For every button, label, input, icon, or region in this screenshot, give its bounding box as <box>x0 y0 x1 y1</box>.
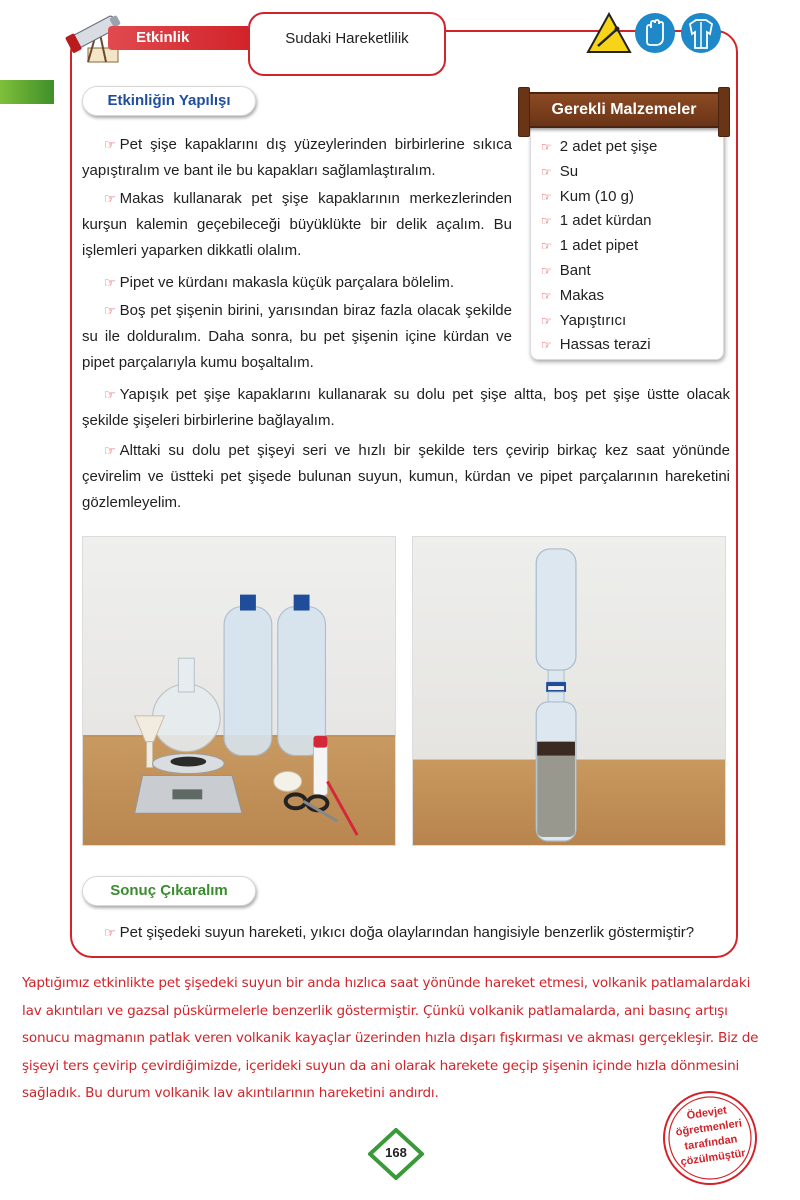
pointing-hand-icon: ☞ <box>104 443 116 458</box>
pointing-hand-icon: ☞ <box>104 303 116 318</box>
procedure-step: ☞ Yapışık pet şişe kapaklarını kullanarak su dolu pet şişe altta, boş pet şişe üstte olacak şekilde şişeleri birbirlerine bağlayalım. <box>82 386 730 429</box>
pointing-hand-icon: ☞ <box>541 164 552 179</box>
pointing-hand-icon: ☞ <box>104 137 116 152</box>
pointing-hand-icon: ☞ <box>541 263 552 278</box>
list-item: ☞ Kum (10 g) <box>541 187 634 205</box>
page-number: 168 <box>385 1145 407 1160</box>
list-item: ☞ 1 adet kürdan <box>541 212 652 230</box>
procedure-step: ☞ Alttaki su dolu pet şişeyi seri ve hızlı bir şekilde ters çevirip birkaç kez saat yönünde çevirelim ve üstteki pet şişede bulunan suyun, kumun, kürdan ve pipet parçalarının hareketini gözlemleyelim. <box>82 442 730 511</box>
materials-title: Gerekli Malzemeler <box>522 92 726 128</box>
caution-triangle-icon <box>586 12 632 54</box>
procedure-step: ☞ Pet şişe kapaklarını dış yüzeylerinden birbirlerine sıkıca yapıştıralım ve bant ile bu kapakları sağlamlaştıralım. <box>82 136 512 179</box>
list-item: ☞ Makas <box>541 286 604 304</box>
procedure-step: ☞ Makas kullanarak pet şişe kapaklarının merkezlerinden kurşun kalemin geçebileceği büyüklükte bir delik açalım. Bu işlemleri yaparken dikkatli olalım. <box>82 190 512 259</box>
pointing-hand-icon: ☞ <box>541 214 552 229</box>
list-item: ☞ Su <box>541 162 579 180</box>
stamp-text: Ödevjet öğretmenleri tarafından çözülmüştür <box>675 1104 747 1169</box>
side-green-tab <box>0 80 54 104</box>
conclusion-heading: Sonuç Çıkaralım <box>82 876 256 906</box>
pointing-hand-icon: ☞ <box>541 288 552 303</box>
pointing-hand-icon: ☞ <box>541 189 552 204</box>
list-item: ☞ Hassas terazi <box>541 336 651 354</box>
procedure-heading: Etkinliğin Yapılışı <box>82 86 256 116</box>
conclusion-question: ☞ Pet şişedeki suyun hareketi, yıkıcı doğa olaylarından hangisiyle benzerlik göstermiştir? <box>104 924 695 941</box>
procedure-step: ☞ Pipet ve kürdanı makasla küçük parçalara bölelim. <box>104 274 454 291</box>
gloves-icon <box>634 12 676 54</box>
connected-bottles-photo <box>412 536 726 846</box>
pointing-hand-icon: ☞ <box>104 275 116 290</box>
section-label: Etkinlik <box>108 26 248 50</box>
materials-list <box>530 122 724 360</box>
pointing-hand-icon: ☞ <box>541 239 552 254</box>
pointing-hand-icon: ☞ <box>541 140 552 154</box>
pointing-hand-icon: ☞ <box>104 387 116 402</box>
lab-coat-icon <box>680 12 722 54</box>
procedure-step: ☞ Boş pet şişenin birini, yarısından biraz fazla olacak şekilde su ile dolduralım. Daha sonra, bu pet şişenin içine kürdan ve pipet parçalarıyla kumu boşaltalım. <box>82 302 512 371</box>
list-item: ☞ Bant <box>541 261 591 279</box>
list-item: ☞ 1 adet pipet <box>541 237 639 255</box>
pointing-hand-icon: ☞ <box>541 313 552 328</box>
list-item: ☞ 2 adet pet şişe <box>541 138 658 155</box>
pointing-hand-icon: ☞ <box>541 338 552 353</box>
pointing-hand-icon: ☞ <box>104 925 116 940</box>
list-item: ☞ Yapıştırıcı <box>541 311 627 329</box>
pointing-hand-icon: ☞ <box>104 191 116 206</box>
materials-photo <box>82 536 396 846</box>
page-title: Sudaki Hareketlilik <box>285 30 409 47</box>
answer-text: Yaptığımız etkinlikte pet şişedeki suyun bir anda hızlıca saat yönünde hareket etmesi, volkanik patlamalardaki lav akıntıları ve gazsal püskürmelerle benzerlik göstermiştir. Çünkü volkanik patlamalarda, ani basınç artışı sonucu magmanın patlak veren volkanik kayaçlar üzerinden hızla dışarı fışkırması ve akması gerçekleşir. Biz de şişeyi ters çevirip çevirdiğimizde, içerideki suyun da ani olarak harekete geçip şişenin içinde hızla dönmesini sağladık. Bu durum volkanik lav akıntılarının hareketini andırdı. <box>22 975 759 1101</box>
